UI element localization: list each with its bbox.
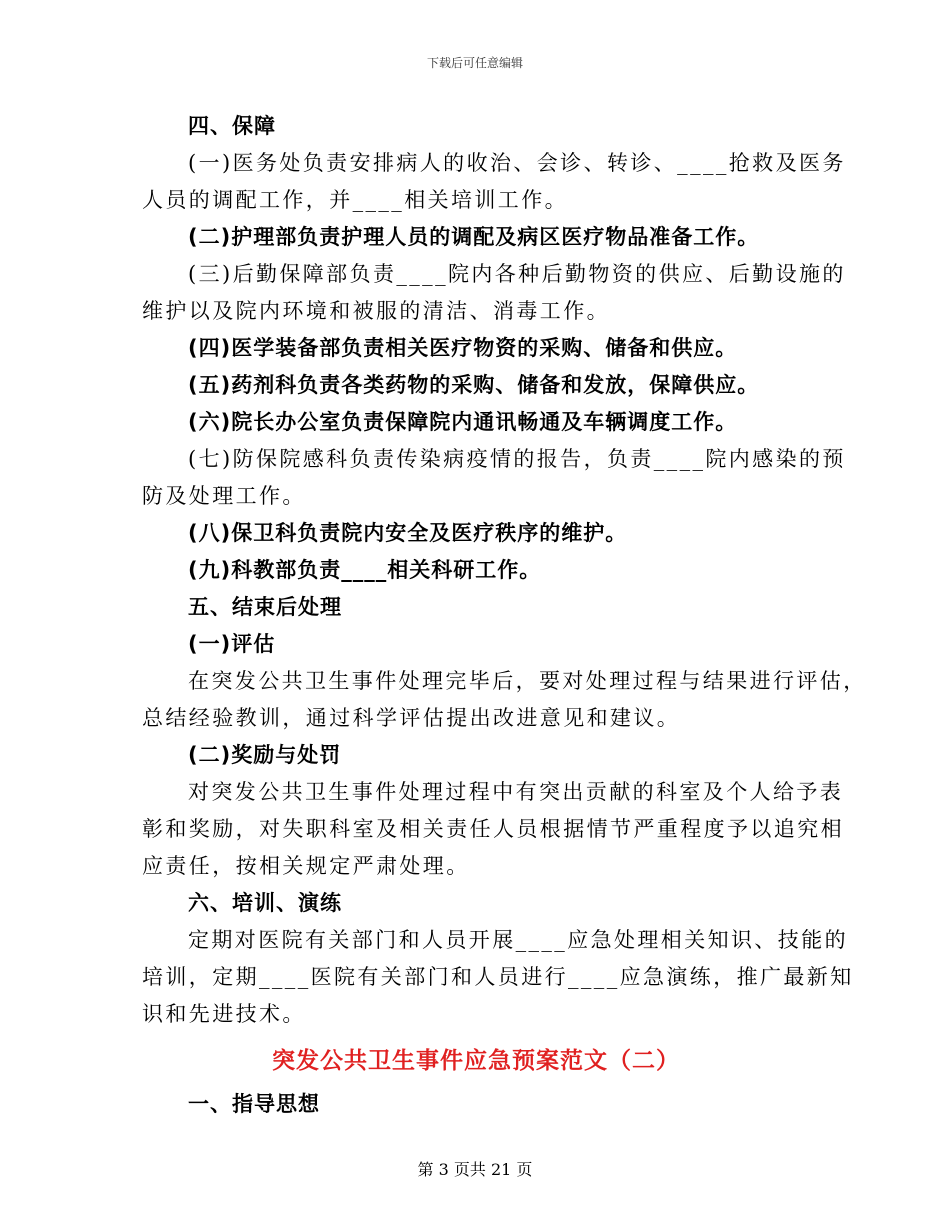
- section-heading: 一、指导思想: [188, 1092, 320, 1116]
- document-title: 突发公共卫生事件应急预案范文（二）: [272, 1048, 680, 1074]
- paragraph-line: (四)医学装备部负责相关医疗物资的采购、储备和供应。: [188, 336, 738, 360]
- subsection-heading: (一)评估: [188, 632, 276, 656]
- paragraph-line: (六)院长办公室负责保障院内通讯畅通及车辆调度工作。: [188, 410, 738, 434]
- paragraph-line: (五)药剂科负责各类药物的采购、储备和发放，保障供应。: [188, 373, 760, 397]
- paragraph-line: 维护以及院内环境和被服的清洁、消毒工作。: [142, 299, 610, 323]
- page-header: 下载后可任意编辑: [426, 56, 523, 70]
- paragraph-line: 应责任，按相关规定严肃处理。: [142, 854, 470, 878]
- paragraph-line: 人员的调配工作，并____相关培训工作。: [142, 188, 568, 212]
- paragraph-line: (九)科教部负责____相关科研工作。: [188, 558, 542, 582]
- paragraph-line: 彰和奖励，对失职科室及相关责任人员根据情节严重程度予以追究相: [142, 817, 844, 841]
- paragraph-line: 培训，定期____医院有关部门和人员进行____应急演练，推广最新知: [142, 965, 854, 989]
- subsection-heading: (二)奖励与处罚: [188, 743, 342, 767]
- paragraph-line: (三)后勤保障部负责____院内各种后勤物资的供应、后勤设施的: [188, 262, 846, 286]
- section-heading: 四、保障: [188, 114, 276, 138]
- paragraph-line: 定期对医院有关部门和人员开展____应急处理相关知识、技能的: [188, 928, 848, 952]
- paragraph-line: (一)医务处负责安排病人的收治、会诊、转诊、____抢救及医务: [188, 151, 846, 175]
- paragraph-line: (七)防保院感科负责传染病疫情的报告，负责____院内感染的预: [188, 447, 846, 471]
- paragraph-line: 在突发公共卫生事件处理完毕后，要对处理过程与结果进行评估，: [188, 669, 867, 693]
- paragraph-line: 对突发公共卫生事件处理过程中有突出贡献的科室及个人给予表: [188, 780, 844, 804]
- section-heading: 五、结束后处理: [188, 595, 342, 619]
- paragraph-line: 识和先进技术。: [142, 1002, 306, 1026]
- section-heading: 六、培训、演练: [188, 891, 342, 915]
- document-body: [142, 108, 867, 1123]
- paragraph-line: (八)保卫科负责院内安全及医疗秩序的维护。: [188, 521, 628, 545]
- page-footer: 第 3 页共 21 页: [417, 1160, 533, 1179]
- paragraph-line: (二)护理部负责护理人员的调配及病区医疗物品准备工作。: [188, 225, 760, 249]
- paragraph-line: 总结经验教训，通过科学评估提出改进意见和建议。: [142, 706, 681, 730]
- paragraph-line: 防及处理工作。: [142, 484, 306, 508]
